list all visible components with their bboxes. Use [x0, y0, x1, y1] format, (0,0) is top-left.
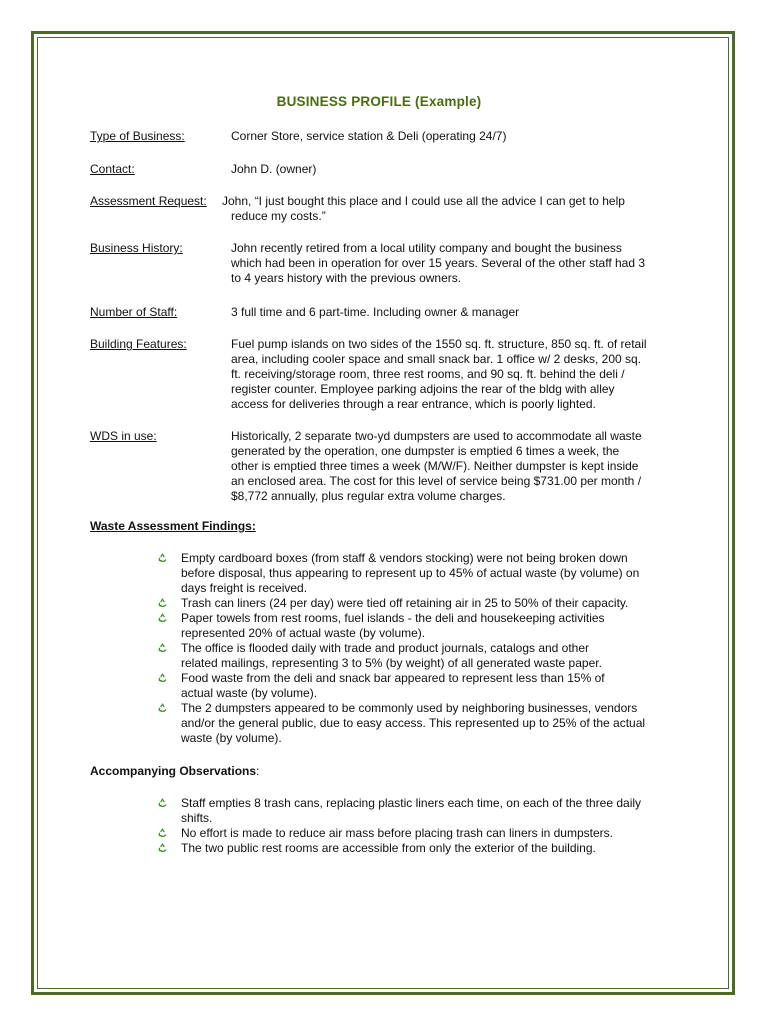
recycle-icon [157, 827, 168, 838]
type-of-business-value [231, 129, 671, 144]
building-features-value [231, 337, 671, 412]
list-item [157, 826, 677, 841]
field-line: area, including cooler space and small snack bar. 1 office w/ 2 desks, 200 sq. [231, 352, 642, 366]
item-line: The two public rest rooms are accessible from only the exterior of the building. [181, 841, 596, 855]
field-line: Fuel pump islands on two sides of the 1550 sq. ft. structure, 850 sq. ft. of retail [231, 337, 647, 351]
page-title: BUSINESS PROFILE (Example) [276, 94, 482, 109]
field-line: reduce my costs.” [231, 209, 326, 223]
field-line: to 4 years history with the previous owners. [231, 271, 462, 285]
field-line: $8,772 annually, plus regular extra volume charges. [231, 489, 506, 503]
list-item [157, 841, 677, 856]
field-line: an enclosed area. The cost for this level of service being $731.00 per month / [231, 474, 642, 488]
field-line: 3 full time and 6 part-time. Including owner & manager [231, 305, 520, 319]
item-line: related mailings, representing 3 to 5% (by weight) of all generated waste paper. [181, 656, 602, 670]
item-line: The 2 dumpsters appeared to be commonly used by neighboring businesses, vendors [181, 701, 638, 715]
type-of-business-label: Type of Business: [90, 129, 185, 143]
observations-heading-colon: : [256, 764, 260, 778]
item-line: Food waste from the deli and snack bar appeared to represent less than 15% of [181, 671, 605, 685]
field-line: ft. receiving/storage room, three rest rooms, and 90 sq. ft. behind the deli / [231, 367, 625, 381]
list-item [157, 596, 677, 611]
field-line: John D. (owner) [231, 162, 317, 176]
observations-heading [90, 764, 259, 778]
recycle-icon [157, 642, 168, 653]
list-item [157, 611, 677, 641]
wds-in-use-label: WDS in use: [90, 429, 157, 443]
recycle-icon [157, 842, 168, 853]
recycle-icon [157, 612, 168, 623]
item-line: and/or the general public, due to easy access. This represented up to 25% of the actual [181, 716, 646, 730]
item-line: waste (by volume). [181, 731, 282, 745]
recycle-icon [157, 552, 168, 563]
number-of-staff-label: Number of Staff: [90, 305, 178, 319]
list-item [157, 796, 677, 826]
field-line: access for deliveries through a rear entrance, which is poorly lighted. [231, 397, 596, 411]
assessment-request-value [222, 194, 671, 224]
list-item [157, 701, 677, 746]
field-line: other is emptied three times a week (M/W/F). Neither dumpster is kept inside [231, 459, 639, 473]
findings-heading: Waste Assessment Findings: [90, 519, 256, 533]
recycle-icon [157, 672, 168, 683]
recycle-icon [157, 597, 168, 608]
findings-list [157, 551, 677, 746]
item-line: before disposal, thus appearing to represent up to 45% of actual waste (by volume) on [181, 566, 640, 580]
item-line: shifts. [181, 811, 213, 825]
item-line: Paper towels from rest rooms, fuel islands - the deli and housekeeping activities [181, 611, 605, 625]
field-line: generated by the operation, one dumpster is emptied 6 times a week, the [231, 444, 620, 458]
item-line: The office is flooded daily with trade and product journals, catalogs and other [181, 641, 590, 655]
wds-in-use-value [231, 429, 671, 504]
list-item [157, 551, 677, 596]
building-features-label: Building Features: [90, 337, 187, 351]
item-line: actual waste (by volume). [181, 686, 318, 700]
field-line: register counter. Employee parking adjoins the rear of the bldg with alley [231, 382, 615, 396]
field-line: which had been in operation for over 15 years. Several of the other staff had 3 [231, 256, 646, 270]
field-line: Corner Store, service station & Deli (operating 24/7) [231, 129, 507, 143]
assessment-request-label: Assessment Request: [90, 194, 207, 208]
list-item [157, 641, 677, 671]
contact-label: Contact: [90, 162, 135, 176]
list-item [157, 671, 677, 701]
field-line: John, “I just bought this place and I could use all the advice I can get to help [222, 194, 625, 208]
item-line: Trash can liners (24 per day) were tied off retaining air in 25 to 50% of their capacity. [181, 596, 629, 610]
observations-heading-text: Accompanying Observations [90, 764, 257, 778]
recycle-icon [157, 797, 168, 808]
item-line: Staff empties 8 trash cans, replacing plastic liners each time, on each of the three daily [181, 796, 642, 810]
field-line: Historically, 2 separate two-yd dumpsters are used to accommodate all waste [231, 429, 642, 443]
business-history-value [231, 241, 671, 286]
business-history-label: Business History: [90, 241, 183, 255]
item-line: days freight is received. [181, 581, 308, 595]
number-of-staff-value [231, 305, 671, 320]
contact-value [231, 162, 671, 177]
item-line: No effort is made to reduce air mass before placing trash can liners in dumpsters. [181, 826, 613, 840]
recycle-icon [157, 702, 168, 713]
item-line: Empty cardboard boxes (from staff & vendors stocking) were not being broken down [181, 551, 628, 565]
observations-list [157, 796, 677, 856]
item-line: represented 20% of actual waste (by volume). [181, 626, 426, 640]
field-line: John recently retired from a local utility company and bought the business [231, 241, 622, 255]
